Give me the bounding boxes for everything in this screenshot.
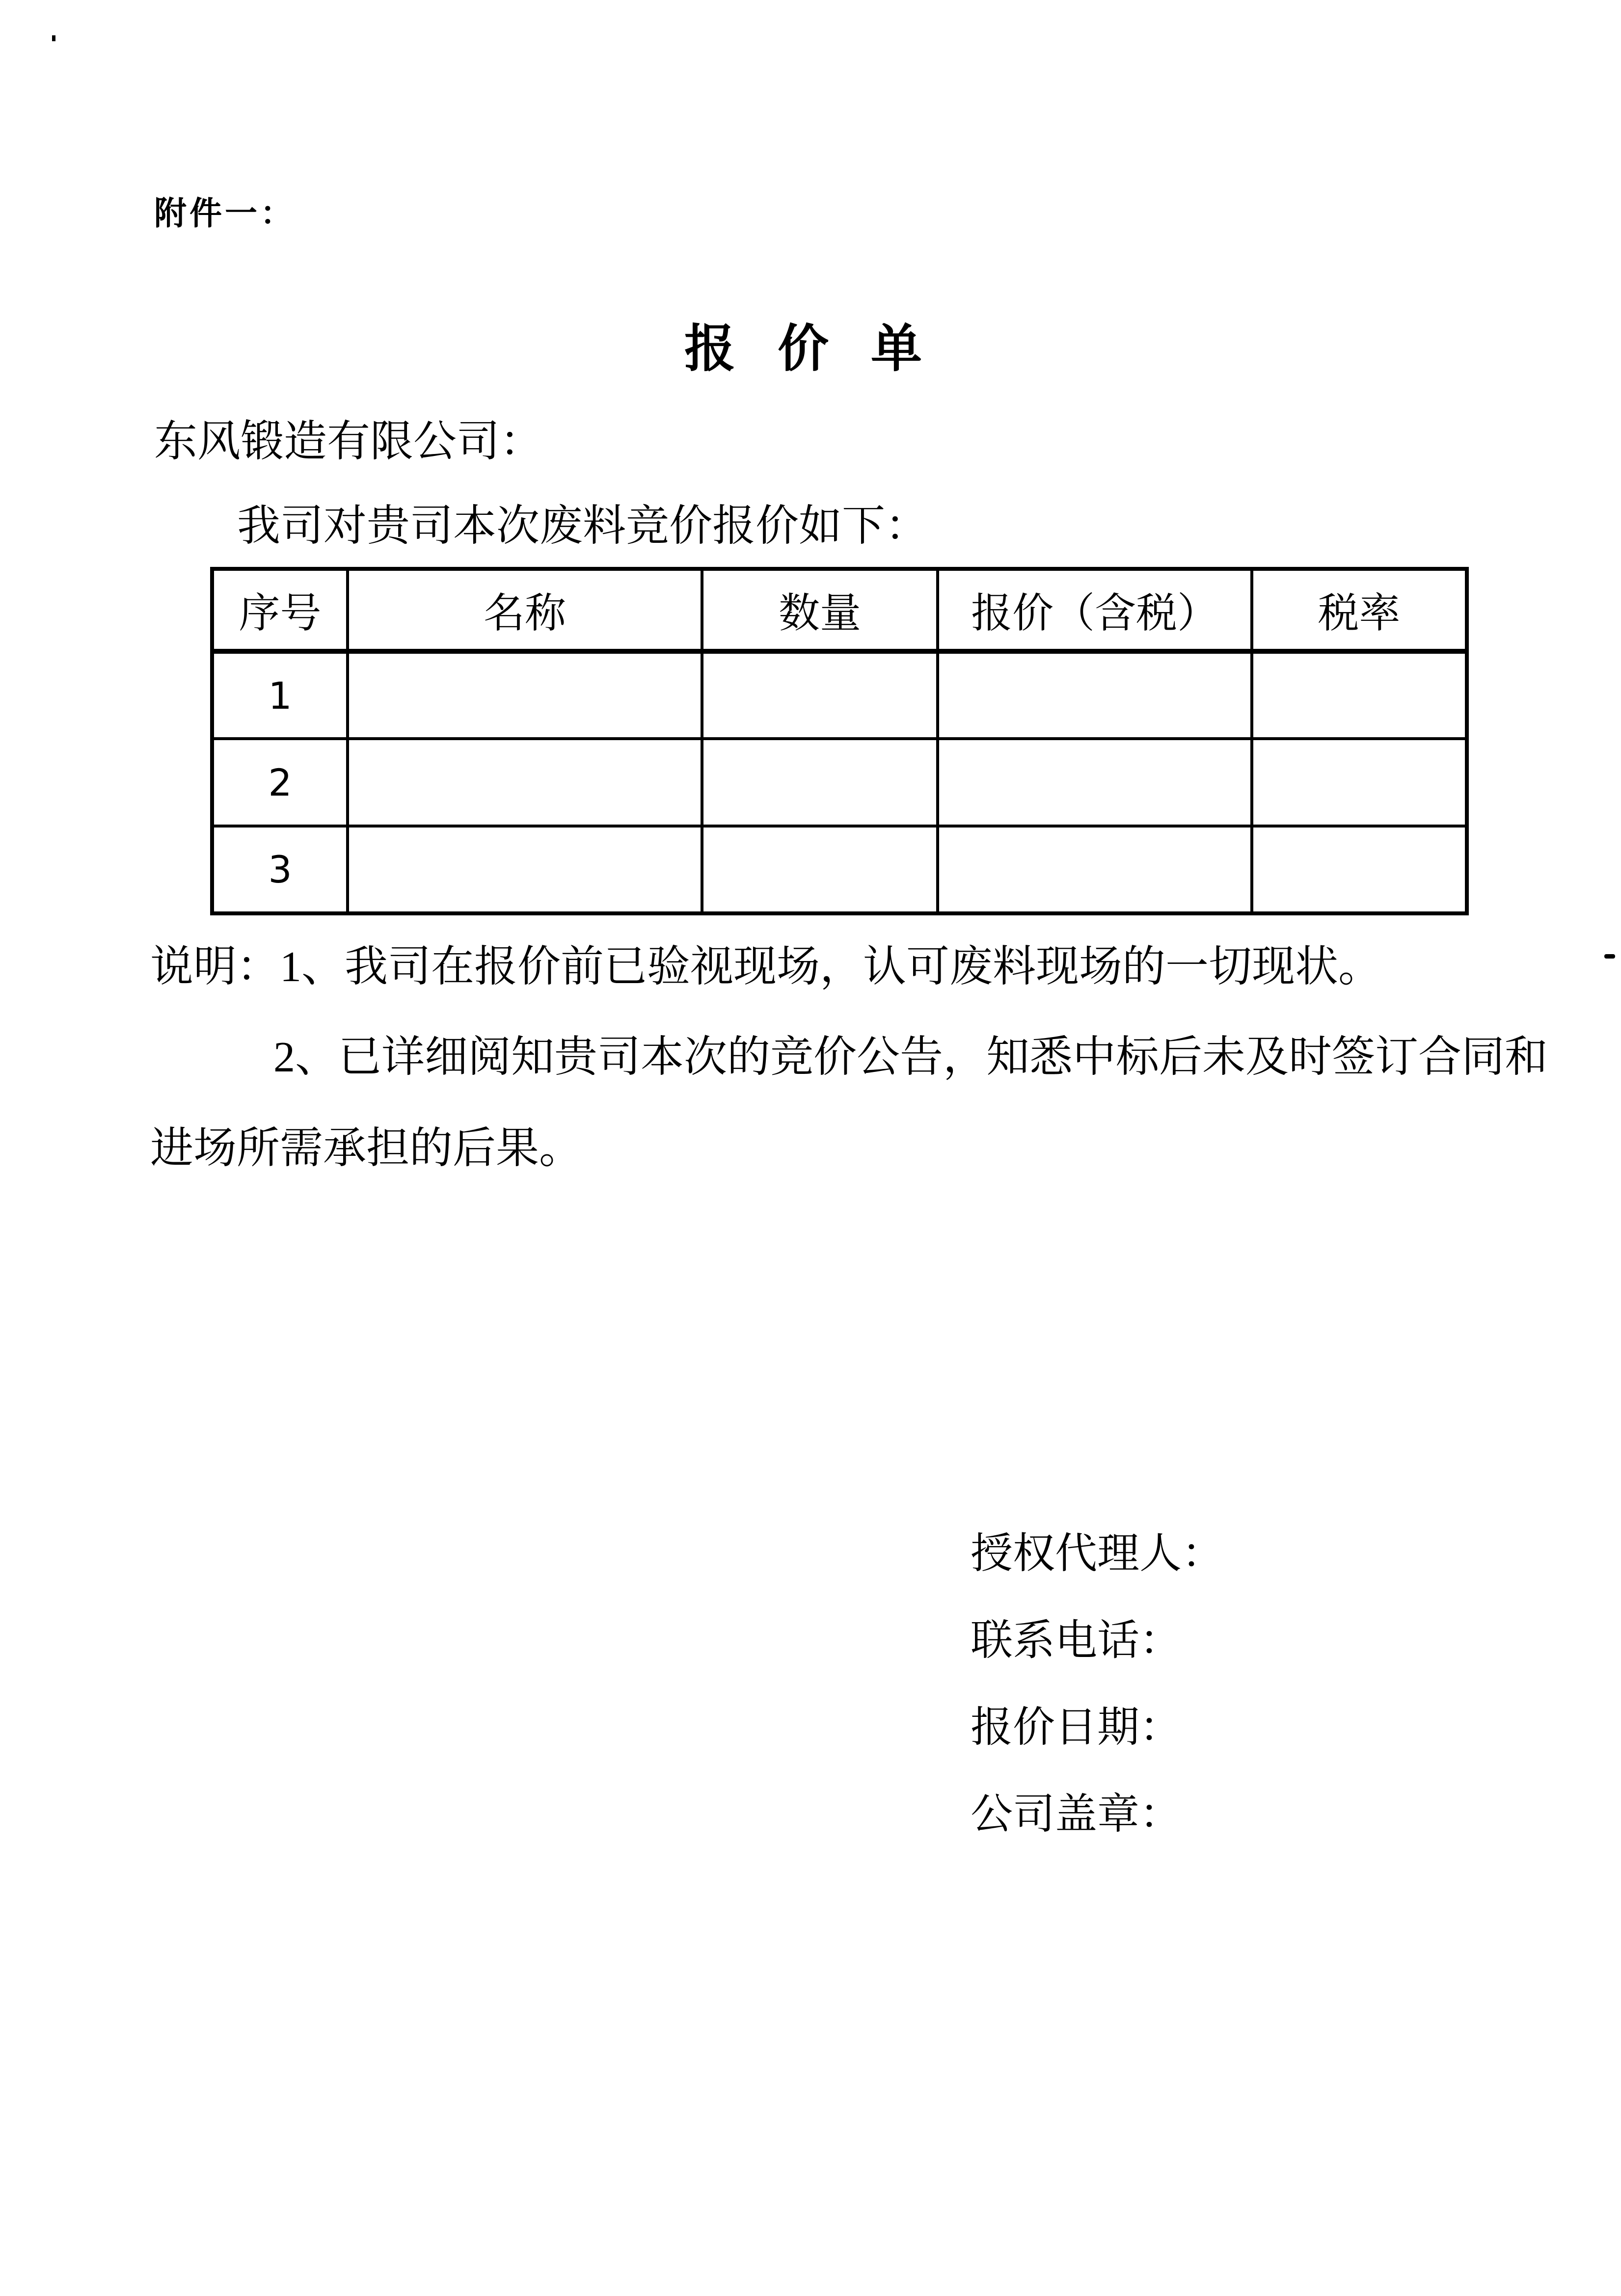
row3-price xyxy=(938,826,1252,913)
row2-tax-rate xyxy=(1252,739,1467,826)
table-row xyxy=(212,826,1467,913)
row1-price xyxy=(938,651,1252,739)
header-tax-rate: 税率 xyxy=(1252,569,1467,651)
row2-price xyxy=(938,739,1252,826)
attachment-label: 附件一： xyxy=(154,196,296,232)
row2-seq: 2 xyxy=(212,739,348,826)
row1-seq: 1 xyxy=(212,651,348,739)
quote-date-label: 报价日期： xyxy=(971,1704,1182,1751)
scan-speck-artifact xyxy=(52,35,55,41)
table-row xyxy=(212,739,1467,826)
row3-seq: 3 xyxy=(212,826,348,913)
note-line-1: 说明：1、我司在报价前已验视现场，认可废料现场的一切现状。 xyxy=(150,943,1382,991)
authorized-agent-label: 授权代理人： xyxy=(971,1530,1224,1577)
contact-phone-label: 联系电话： xyxy=(971,1617,1182,1664)
intro-line: 我司对贵司本次废料竞价报价如下： xyxy=(237,503,929,550)
scan-dash-artifact xyxy=(1604,954,1615,959)
recipient-line: 东风锻造有限公司： xyxy=(154,418,543,466)
row1-tax-rate xyxy=(1252,651,1467,739)
quotation-table xyxy=(210,567,1469,915)
page-title: 报 价 单 xyxy=(684,321,937,377)
table-row xyxy=(212,651,1467,739)
header-name: 名称 xyxy=(348,569,702,651)
header-price: 报价（含税） xyxy=(938,569,1252,651)
header-quantity: 数量 xyxy=(702,569,938,651)
row3-quantity xyxy=(702,826,938,913)
row2-name xyxy=(348,739,702,826)
row3-tax-rate xyxy=(1252,826,1467,913)
row2-quantity xyxy=(702,739,938,826)
header-seq: 序号 xyxy=(212,569,348,651)
note-line-3: 进场所需承担的后果。 xyxy=(150,1125,583,1173)
company-seal-label: 公司盖章： xyxy=(971,1790,1182,1838)
row3-name xyxy=(348,826,702,913)
table-header-row xyxy=(212,569,1467,651)
note-line-2: 2、已详细阅知贵司本次的竞价公告，知悉中标后未及时签订合同和 xyxy=(273,1034,1548,1081)
row1-quantity xyxy=(702,651,938,739)
row1-name xyxy=(348,651,702,739)
